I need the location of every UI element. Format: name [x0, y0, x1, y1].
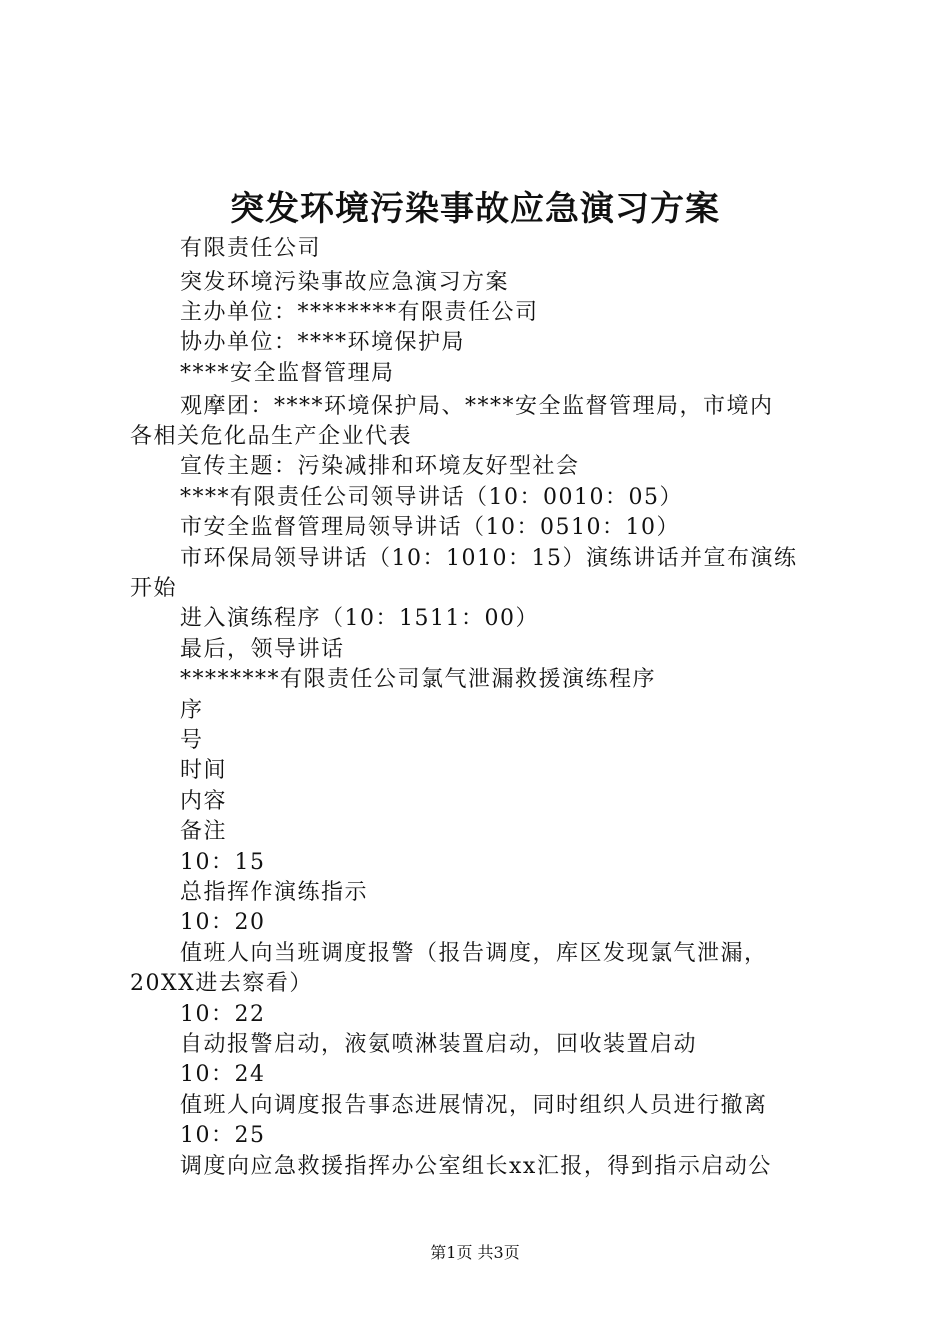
document-title: 突发环境污染事故应急演习方案 [230, 189, 720, 229]
text-line: 宣传主题：污染减排和环境友好型社会 [180, 454, 580, 479]
text-line: 最后，领导讲话 [180, 637, 345, 662]
text-line: 内容 [180, 789, 228, 814]
page-footer: 第1页 共3页 [430, 1243, 520, 1262]
text-line: 10：24 [180, 1062, 266, 1087]
text-line: 10：25 [180, 1123, 266, 1148]
text-line: 值班人向当班调度报警（报告调度，库区发现氯气泄漏， [180, 941, 768, 966]
text-line: 20XX进去察看） [130, 971, 313, 996]
text-line: 总指挥作演练指示 [180, 880, 369, 905]
text-line: ********有限责任公司氯气泄漏救援演练程序 [180, 667, 657, 692]
text-line: 10：15 [180, 850, 266, 875]
text-line: 时间 [180, 758, 228, 783]
text-line: 突发环境污染事故应急演习方案 [180, 270, 510, 295]
text-line: 自动报警启动，液氨喷淋装置启动，回收装置启动 [180, 1032, 698, 1057]
text-line: 10：20 [180, 910, 266, 935]
text-line: 开始 [130, 576, 178, 601]
text-line: 主办单位：********有限责任公司 [180, 300, 539, 325]
text-line: 号 [180, 728, 204, 753]
text-line: 调度向应急救援指挥办公室组长xx汇报，得到指示启动公 [180, 1154, 772, 1179]
text-line: 市环保局领导讲话（10：1010：15）演练讲话并宣布演练 [180, 546, 798, 571]
text-line: 序 [180, 698, 204, 723]
text-line: ****有限责任公司领导讲话（10：0010：05） [180, 485, 683, 510]
text-line: 备注 [180, 819, 228, 844]
text-line: 值班人向调度报告事态进展情况，同时组织人员进行撤离 [180, 1093, 768, 1118]
text-line: 协办单位：****环境保护局 [180, 330, 466, 355]
text-line: 各相关危化品生产企业代表 [130, 424, 413, 449]
text-line: ****安全监督管理局 [180, 361, 395, 386]
text-line: 有限责任公司 [180, 236, 322, 261]
text-line: 10：22 [180, 1002, 266, 1027]
text-line: 市安全监督管理局领导讲话（10：0510：10） [180, 515, 680, 540]
text-line: 进入演练程序（10：1511：00） [180, 606, 539, 631]
text-line: 观摩团：****环境保护局、****安全监督管理局，市境内 [180, 394, 774, 419]
